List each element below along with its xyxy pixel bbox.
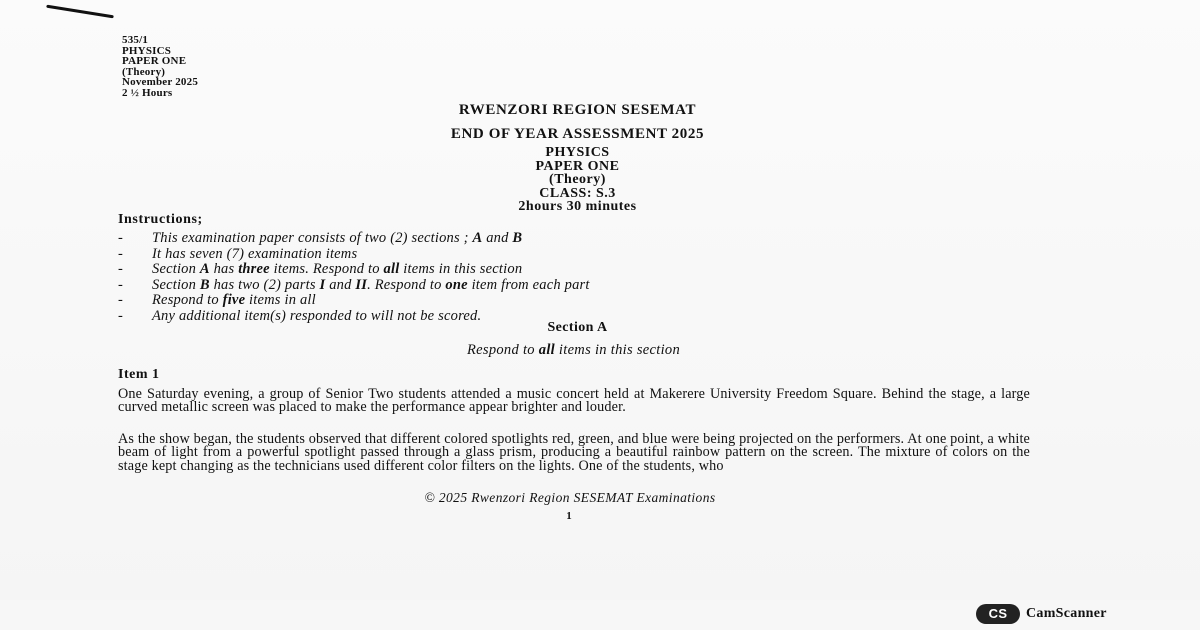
item-title: Item 1 xyxy=(118,367,160,382)
camscanner-logo-icon: CS xyxy=(976,604,1020,624)
paper-number: PAPER ONE xyxy=(122,55,187,68)
camscanner-watermark xyxy=(976,604,1107,624)
subject-title: PHYSICS xyxy=(545,145,610,160)
paper-type: (Theory) xyxy=(122,65,166,78)
region-title: RWENZORI REGION SESEMAT xyxy=(458,102,697,118)
item-paragraph-1: One Saturday evening, a group of Senior Two students attended a music concert held at Makerere University Freedom Square. Behind the stage, a large curved metallic screen was placed to make the performance appear brighter and louder. xyxy=(118,386,1030,416)
instruction-item: - It has seven (7) examination items xyxy=(118,245,358,262)
pen-stroke-mark xyxy=(46,5,114,19)
page-number: 1 xyxy=(566,510,572,522)
paper-duration: 2 ½ Hours xyxy=(122,86,173,99)
paper-subject: PHYSICS xyxy=(122,44,172,57)
copyright-footer: © 2025 Rwenzori Region SESEMAT Examinations xyxy=(424,490,716,505)
instruction-item: - This examination paper consists of two (2) sections ; A and B xyxy=(118,230,523,246)
section-instruction: Respond to all items in this section xyxy=(467,342,680,358)
time-title: 2hours 30 minutes xyxy=(518,199,637,214)
instruction-item: - Respond to five items in all xyxy=(118,292,316,309)
section-title: Section A xyxy=(547,320,608,335)
instructions-list xyxy=(118,231,590,325)
class-title: CLASS: S.3 xyxy=(539,185,616,201)
paper-date: November 2025 xyxy=(122,76,199,89)
instruction-item: - Any additional item(s) responded to will not be scored. xyxy=(118,307,482,324)
paper-title: PAPER ONE xyxy=(535,158,620,174)
camscanner-label: CamScanner xyxy=(1026,606,1107,621)
instruction-item: - Section A has three items. Respond to all items in this section xyxy=(118,261,523,278)
instructions-heading: Instructions; xyxy=(118,212,203,227)
type-title: (Theory) xyxy=(549,172,606,187)
paper-meta-block xyxy=(122,35,198,99)
item-paragraph-2: As the show began, the students observed that different colored spotlights red, green, and blue were being projected on the performers. At one point, a white beam of light from a powerful spotlight passed through a glass prism, producing a beautiful rainbow pattern on the screen. The mixture of colors on the stage kept changing as the technicians used different color filters on the lights. One of the students, who xyxy=(118,431,1030,474)
subject-title-block xyxy=(0,146,1155,214)
assessment-title: END OF YEAR ASSESSMENT 2025 xyxy=(450,126,705,142)
paper-code: 535/1 xyxy=(122,34,149,46)
instruction-item: - Section B has two (2) parts I and II. Respond to one item from each part xyxy=(118,276,590,293)
